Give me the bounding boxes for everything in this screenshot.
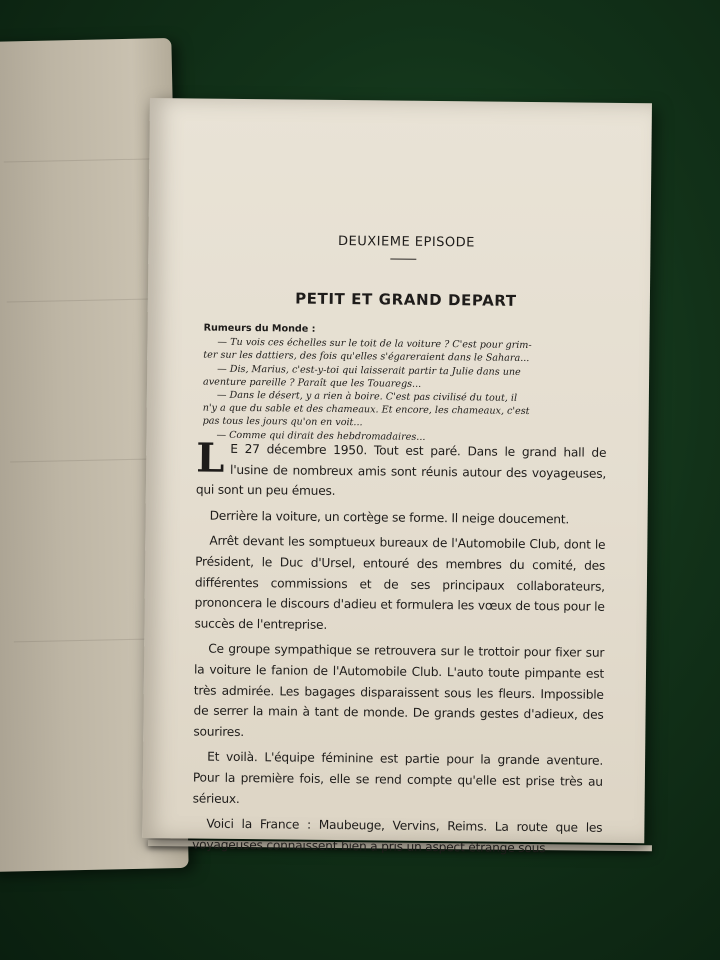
faint-line bbox=[14, 638, 164, 642]
epigraph bbox=[202, 322, 607, 446]
paragraph-text: E 27 décembre 1950. Tout est paré. Dans le grand hall de l'usine de nombreux amis sont réunis autour des voyageuses, qui sont un peu émues. bbox=[195, 441, 607, 499]
paragraph: Derrière la voiture, un cortège se forme. Il neige doucement. bbox=[209, 508, 570, 527]
paragraph: Ce groupe sympathique se retrouvera sur le trottoir pour fixer sur la voiture le fanion de l'Automobile Club. L'auto toute pimpante est très admirée. Les bagages disparaissent sous les fleurs. Impossible de serrer la main à tant de monde. De grands gestes d'adieux, des sourires. bbox=[193, 641, 605, 739]
paragraph: Voici la France : Maubeuge, Vervins, Reims. La route que les voyageuses connaissent bien a pris un aspect étrange sous bbox=[192, 816, 603, 855]
epigraph-line: ter sur les dattiers, des fois qu'elles s'égareraient dans le Sahara... bbox=[203, 349, 530, 365]
episode-heading: DEUXIEME EPISODE bbox=[337, 233, 476, 251]
epigraph-line: — Tu vois ces échelles sur le toit de la voiture ? C'est pour grim- bbox=[217, 336, 532, 352]
epigraph-line: — Comme qui dirait des hebdromadaires... bbox=[216, 429, 426, 443]
drop-cap: L bbox=[195, 434, 225, 482]
heading-rule bbox=[390, 259, 416, 260]
epigraph-line: aventure pareille ? Paraît que les Touaregs... bbox=[202, 376, 422, 390]
epigraph-line: — Dans le désert, y a rien à boire. C'est pas civilisé du tout, il bbox=[216, 389, 518, 404]
paragraph: Et voilà. L'équipe féminine est partie pour la grande aventure. Pour la première fois, elle se rend compte qu'elle est prise très au sérieux. bbox=[192, 749, 604, 806]
epigraph-line: pas tous les jours qu'on en voit... bbox=[202, 415, 363, 429]
right-page bbox=[142, 98, 652, 855]
faint-line bbox=[7, 298, 157, 302]
epigraph-line: n'y a que du sable et des chameaux. Et encore, les chameaux, c'est bbox=[202, 402, 530, 418]
epigraph-heading: Rumeurs du Monde : bbox=[203, 322, 316, 335]
epigraph-line: — Dis, Marius, c'est-y-toi qui laisserait partir ta Julie dans une bbox=[217, 363, 521, 378]
faint-line bbox=[10, 458, 160, 462]
chapter-title: PETIT ET GRAND DEPART bbox=[295, 289, 517, 310]
faint-line bbox=[4, 158, 154, 162]
paragraph: Arrêt devant les somptueux bureaux de l'Automobile Club, dont le Président, le Duc d'Ursel, entouré des membres du comité, des différentes commissions et de ses principaux collaborateurs, prononcera le discours d'adieu et formulera les vœux de tous pour le succès de l'entreprise. bbox=[194, 534, 606, 632]
